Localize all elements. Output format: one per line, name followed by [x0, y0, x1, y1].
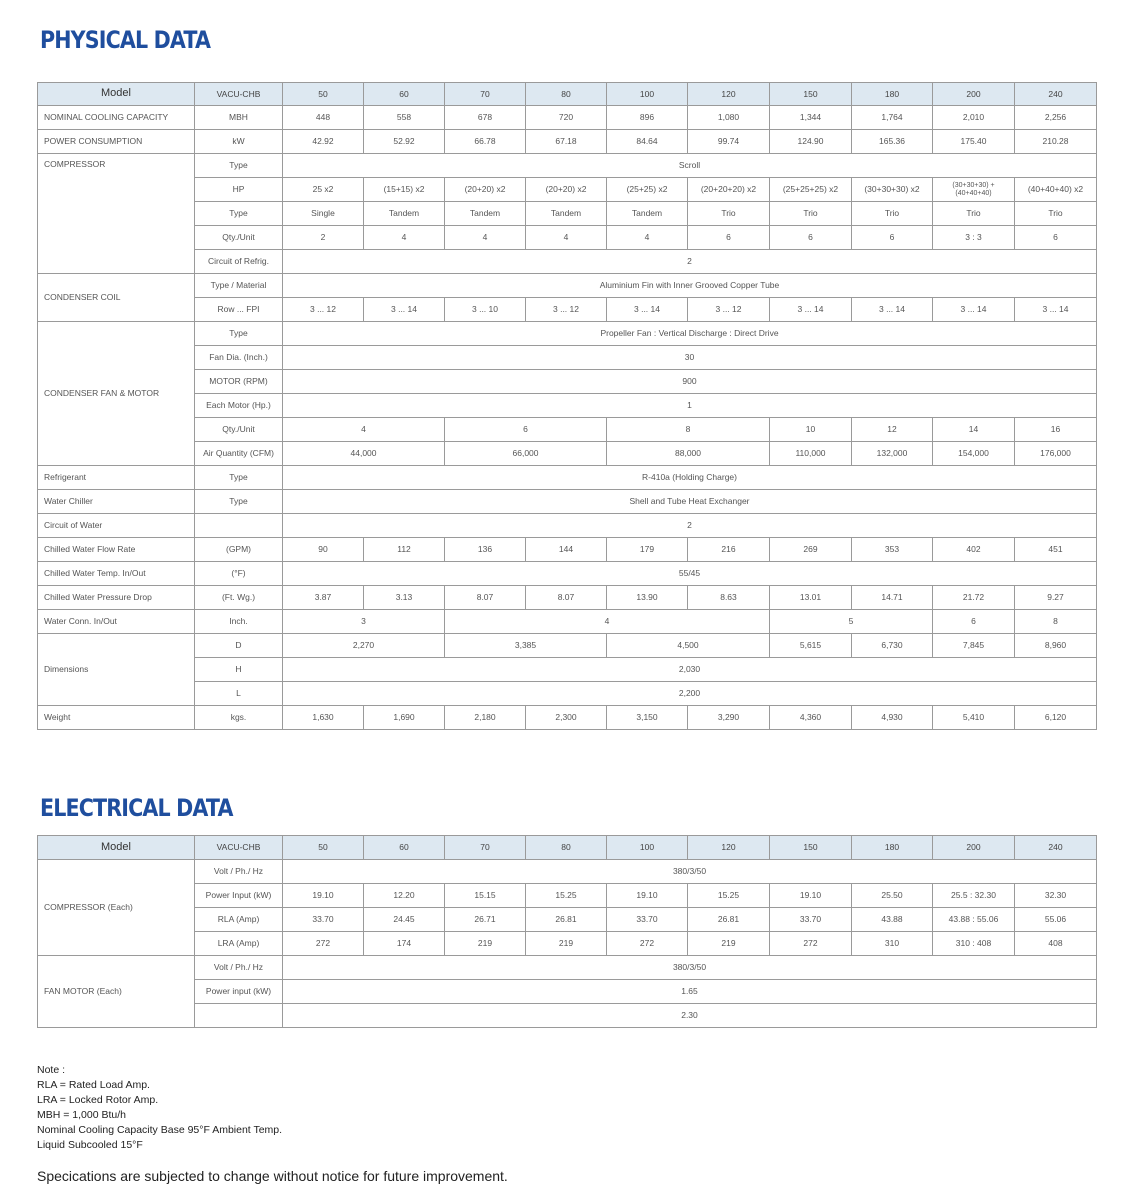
value-cell: 44,000 — [283, 442, 445, 466]
size-header: 50 — [283, 836, 364, 860]
value-cell: 219 — [445, 932, 526, 956]
merged-value-cell: Propeller Fan : Vertical Discharge : Direct Drive — [283, 322, 1097, 346]
value-cell: 6 — [933, 610, 1015, 634]
value-cell: 2,180 — [445, 706, 526, 730]
value-cell: 353 — [852, 538, 933, 562]
value-cell: 15.25 — [526, 884, 607, 908]
size-header: 240 — [1015, 83, 1097, 106]
value-cell: 154,000 — [933, 442, 1015, 466]
sub-label: Power Input (kW) — [195, 884, 283, 908]
value-cell: 67.18 — [526, 130, 607, 154]
value-cell: 10 — [770, 418, 852, 442]
unit-cell: Type — [195, 490, 283, 514]
sub-label: Row ... FPI — [195, 298, 283, 322]
value-cell: 5,615 — [770, 634, 852, 658]
row-label: Chilled Water Pressure Drop — [38, 586, 195, 610]
value-cell: 19.10 — [770, 884, 852, 908]
table-row — [38, 586, 1097, 610]
value-cell: 14 — [933, 418, 1015, 442]
table-row — [38, 298, 1097, 322]
value-cell: 720 — [526, 106, 607, 130]
value-cell: (20+20+20) x2 — [688, 178, 770, 202]
value-cell: 216 — [688, 538, 770, 562]
merged-value-cell: 900 — [283, 370, 1097, 394]
value-cell: 132,000 — [852, 442, 933, 466]
size-header: 70 — [445, 83, 526, 106]
value-cell: 6 — [1015, 226, 1097, 250]
table-row — [38, 370, 1097, 394]
value-cell: Tandem — [526, 202, 607, 226]
merged-value-cell: 2,030 — [283, 658, 1097, 682]
sub-label: Power input (kW) — [195, 980, 283, 1004]
merged-value-cell: 2.30 — [283, 1004, 1097, 1028]
value-cell: Trio — [852, 202, 933, 226]
size-header: 120 — [688, 836, 770, 860]
value-cell: 448 — [283, 106, 364, 130]
sub-label: Qty./Unit — [195, 226, 283, 250]
value-cell: 19.10 — [607, 884, 688, 908]
value-cell: 8,960 — [1015, 634, 1097, 658]
unit-cell: kgs. — [195, 706, 283, 730]
value-cell: 1,764 — [852, 106, 933, 130]
sub-label: Type / Material — [195, 274, 283, 298]
value-cell: 4,360 — [770, 706, 852, 730]
value-cell: 16 — [1015, 418, 1097, 442]
merged-value-cell: 380/3/50 — [283, 956, 1097, 980]
value-cell: 3 ... 14 — [933, 298, 1015, 322]
value-cell: 219 — [688, 932, 770, 956]
note-line: LRA = Locked Rotor Amp. — [37, 1094, 159, 1106]
size-header: 200 — [933, 83, 1015, 106]
size-header: 70 — [445, 836, 526, 860]
value-cell: (30+30+30) x2 — [852, 178, 933, 202]
value-cell: 1,690 — [364, 706, 445, 730]
table-row — [38, 610, 1097, 634]
value-cell: 8 — [1015, 610, 1097, 634]
value-cell: 165.36 — [852, 130, 933, 154]
value-cell: (40+40+40) x2 — [1015, 178, 1097, 202]
value-cell: 110,000 — [770, 442, 852, 466]
value-cell: 176,000 — [1015, 442, 1097, 466]
sub-label: Air Quantity (CFM) — [195, 442, 283, 466]
value-cell: Single — [283, 202, 364, 226]
value-cell: 3 ... 12 — [688, 298, 770, 322]
value-cell: 2 — [283, 226, 364, 250]
sub-label: Qty./Unit — [195, 418, 283, 442]
size-header: 240 — [1015, 836, 1097, 860]
value-cell: 3 — [283, 610, 445, 634]
table-row — [38, 394, 1097, 418]
table-row — [38, 514, 1097, 538]
value-cell: (25+25) x2 — [607, 178, 688, 202]
value-cell: Tandem — [607, 202, 688, 226]
table-row — [38, 322, 1097, 346]
row-label: Water Chiller — [38, 490, 195, 514]
value-cell: 21.72 — [933, 586, 1015, 610]
value-cell: (20+20) x2 — [526, 178, 607, 202]
value-cell: 174 — [364, 932, 445, 956]
value-cell: 6 — [445, 418, 607, 442]
row-label: Water Conn. In/Out — [38, 610, 195, 634]
merged-value-cell: 55/45 — [283, 562, 1097, 586]
value-cell: 26.81 — [526, 908, 607, 932]
value-cell: 3 ... 14 — [770, 298, 852, 322]
unit-cell: (Ft. Wg.) — [195, 586, 283, 610]
value-cell: 3 ... 14 — [1015, 298, 1097, 322]
value-cell: 3 ... 14 — [364, 298, 445, 322]
size-header: 60 — [364, 83, 445, 106]
value-cell: 66.78 — [445, 130, 526, 154]
size-header: 150 — [770, 836, 852, 860]
sub-label: Fan Dia. (Inch.) — [195, 346, 283, 370]
value-cell: 4 — [445, 610, 770, 634]
size-header: 80 — [526, 83, 607, 106]
row-group-label: FAN MOTOR (Each) — [38, 956, 195, 1028]
value-cell: 25 x2 — [283, 178, 364, 202]
value-cell: 144 — [526, 538, 607, 562]
value-cell: 12.20 — [364, 884, 445, 908]
value-cell: 3 ... 14 — [852, 298, 933, 322]
value-cell: 451 — [1015, 538, 1097, 562]
size-header: 180 — [852, 836, 933, 860]
value-cell: 4,930 — [852, 706, 933, 730]
unit-cell: (GPM) — [195, 538, 283, 562]
value-cell: 13.90 — [607, 586, 688, 610]
table-row — [38, 932, 1097, 956]
value-cell: 42.92 — [283, 130, 364, 154]
value-cell: 26.71 — [445, 908, 526, 932]
size-header: 80 — [526, 836, 607, 860]
row-group-label: COMPRESSOR (Each) — [38, 860, 195, 956]
value-cell: 408 — [1015, 932, 1097, 956]
merged-value-cell: Aluminium Fin with Inner Grooved Copper Tube — [283, 274, 1097, 298]
value-cell: (25+25+25) x2 — [770, 178, 852, 202]
value-cell: 6 — [852, 226, 933, 250]
value-cell: Tandem — [445, 202, 526, 226]
sub-label: Volt / Ph./ Hz — [195, 860, 283, 884]
table-row — [38, 202, 1097, 226]
value-cell: 8.63 — [688, 586, 770, 610]
value-cell: 8 — [607, 418, 770, 442]
value-cell: 896 — [607, 106, 688, 130]
merged-value-cell: R-410a (Holding Charge) — [283, 466, 1097, 490]
value-cell: Trio — [933, 202, 1015, 226]
note-line: MBH = 1,000 Btu/h — [37, 1109, 127, 1121]
value-cell: 179 — [607, 538, 688, 562]
table-row — [38, 346, 1097, 370]
row-group-label: Dimensions — [38, 634, 195, 706]
value-cell: 3 ... 14 — [607, 298, 688, 322]
value-cell: 6,730 — [852, 634, 933, 658]
value-cell: 678 — [445, 106, 526, 130]
value-cell: 558 — [364, 106, 445, 130]
value-cell: 7,845 — [933, 634, 1015, 658]
model-header: Model — [38, 836, 195, 860]
electrical-data-title: ELECTRICAL DATA — [40, 794, 233, 822]
table-row — [38, 1004, 1097, 1028]
value-cell: 4 — [526, 226, 607, 250]
value-cell: 33.70 — [607, 908, 688, 932]
value-cell: (20+20) x2 — [445, 178, 526, 202]
value-cell: Trio — [770, 202, 852, 226]
value-cell: 9.27 — [1015, 586, 1097, 610]
value-cell: 3 : 3 — [933, 226, 1015, 250]
model-header: Model — [38, 83, 195, 106]
row-group-label: CONDENSER FAN & MOTOR — [38, 322, 195, 466]
merged-value-cell: 2 — [283, 250, 1097, 274]
sub-label: L — [195, 682, 283, 706]
merged-value-cell: 1 — [283, 394, 1097, 418]
value-cell: 272 — [283, 932, 364, 956]
value-cell: 4 — [445, 226, 526, 250]
table-row — [38, 658, 1097, 682]
physical-data-table — [37, 82, 1097, 730]
note-line: Nominal Cooling Capacity Base 95°F Ambient Temp. — [37, 1124, 283, 1136]
row-group-label: CONDENSER COIL — [38, 274, 195, 322]
sub-label: LRA (Amp) — [195, 932, 283, 956]
row-label: Chilled Water Flow Rate — [38, 538, 195, 562]
table-row — [38, 106, 1097, 130]
value-cell: 3,385 — [445, 634, 607, 658]
value-cell: 6,120 — [1015, 706, 1097, 730]
value-cell: 1,630 — [283, 706, 364, 730]
value-cell: Tandem — [364, 202, 445, 226]
value-cell: 15.25 — [688, 884, 770, 908]
value-cell: 5 — [770, 610, 933, 634]
table-row — [38, 178, 1097, 202]
sub-label: Type — [195, 154, 283, 178]
sub-label — [195, 1004, 283, 1028]
table-row — [38, 418, 1097, 442]
value-cell: 210.28 — [1015, 130, 1097, 154]
value-cell: 3,290 — [688, 706, 770, 730]
table-header-row — [38, 83, 1097, 106]
size-header: 100 — [607, 836, 688, 860]
value-cell: 6 — [688, 226, 770, 250]
table-row — [38, 466, 1097, 490]
value-cell: 33.70 — [283, 908, 364, 932]
value-cell: 310 — [852, 932, 933, 956]
sub-label: MOTOR (RPM) — [195, 370, 283, 394]
row-label: POWER CONSUMPTION — [38, 130, 195, 154]
value-cell: 84.64 — [607, 130, 688, 154]
merged-value-cell: 1.65 — [283, 980, 1097, 1004]
value-cell: 4,500 — [607, 634, 770, 658]
value-cell: 272 — [770, 932, 852, 956]
size-header: 50 — [283, 83, 364, 106]
value-cell: 88,000 — [607, 442, 770, 466]
table-row — [38, 538, 1097, 562]
table-header-row — [38, 836, 1097, 860]
value-cell: 272 — [607, 932, 688, 956]
notes-block — [37, 1063, 282, 1153]
value-cell: 24.45 — [364, 908, 445, 932]
sub-label: Type — [195, 202, 283, 226]
note-line: Liquid Subcooled 15°F — [37, 1139, 143, 1151]
value-cell: 12 — [852, 418, 933, 442]
merged-value-cell: 2 — [283, 514, 1097, 538]
value-cell: 2,010 — [933, 106, 1015, 130]
table-row — [38, 682, 1097, 706]
merged-value-cell: Scroll — [283, 154, 1097, 178]
note-line: Note : — [37, 1064, 66, 1076]
value-cell: 136 — [445, 538, 526, 562]
value-cell: Trio — [1015, 202, 1097, 226]
value-cell: 55.06 — [1015, 908, 1097, 932]
merged-value-cell: 30 — [283, 346, 1097, 370]
table-row — [38, 884, 1097, 908]
value-cell: 15.15 — [445, 884, 526, 908]
value-cell: 2,256 — [1015, 106, 1097, 130]
disclaimer-text: Specications are subjected to change without notice for future improvement. — [37, 1168, 508, 1184]
table-row — [38, 860, 1097, 884]
sub-label: Volt / Ph./ Hz — [195, 956, 283, 980]
value-cell: 3 ... 12 — [283, 298, 364, 322]
series-header: VACU-CHB — [195, 836, 283, 860]
value-cell: 26.81 — [688, 908, 770, 932]
unit-cell: Inch. — [195, 610, 283, 634]
table-row — [38, 226, 1097, 250]
value-cell: 310 : 408 — [933, 932, 1015, 956]
sub-label: HP — [195, 178, 283, 202]
value-cell: (30+30+30) + (40+40+40) — [933, 178, 1015, 202]
size-header: 120 — [688, 83, 770, 106]
merged-value-cell: Shell and Tube Heat Exchanger — [283, 490, 1097, 514]
value-cell: 112 — [364, 538, 445, 562]
row-label: Refrigerant — [38, 466, 195, 490]
value-cell: 1,344 — [770, 106, 852, 130]
value-cell: 19.10 — [283, 884, 364, 908]
table-row — [38, 250, 1097, 274]
row-label: Weight — [38, 706, 195, 730]
value-cell: (15+15) x2 — [364, 178, 445, 202]
value-cell: 90 — [283, 538, 364, 562]
value-cell: 219 — [526, 932, 607, 956]
table-row — [38, 562, 1097, 586]
table-row — [38, 130, 1097, 154]
value-cell: 3.87 — [283, 586, 364, 610]
sub-label: Circuit of Refrig. — [195, 250, 283, 274]
value-cell: 25.50 — [852, 884, 933, 908]
row-label: Circuit of Water — [38, 514, 195, 538]
table-row — [38, 956, 1097, 980]
value-cell: 33.70 — [770, 908, 852, 932]
value-cell: 2,270 — [283, 634, 445, 658]
size-header: 60 — [364, 836, 445, 860]
unit-cell: kW — [195, 130, 283, 154]
sub-label: D — [195, 634, 283, 658]
merged-value-cell: 2,200 — [283, 682, 1097, 706]
value-cell: 3 ... 10 — [445, 298, 526, 322]
value-cell: 175.40 — [933, 130, 1015, 154]
value-cell: 4 — [364, 226, 445, 250]
value-cell: 25.5 : 32.30 — [933, 884, 1015, 908]
value-cell: 4 — [283, 418, 445, 442]
sub-label: Each Motor (Hp.) — [195, 394, 283, 418]
value-cell: 3,150 — [607, 706, 688, 730]
sub-label: RLA (Amp) — [195, 908, 283, 932]
electrical-data-table — [37, 835, 1097, 1028]
table-row — [38, 274, 1097, 298]
size-header: 150 — [770, 83, 852, 106]
sub-label: Type — [195, 322, 283, 346]
value-cell: 52.92 — [364, 130, 445, 154]
merged-value-cell: 380/3/50 — [283, 860, 1097, 884]
row-label: NOMINAL COOLING CAPACITY — [38, 106, 195, 130]
row-group-label: COMPRESSOR — [38, 154, 195, 274]
table-row — [38, 706, 1097, 730]
value-cell: 4 — [607, 226, 688, 250]
value-cell: Trio — [688, 202, 770, 226]
table-row — [38, 490, 1097, 514]
unit-cell: Type — [195, 466, 283, 490]
value-cell: 5,410 — [933, 706, 1015, 730]
table-row — [38, 634, 1097, 658]
value-cell: 8.07 — [526, 586, 607, 610]
value-cell: 402 — [933, 538, 1015, 562]
value-cell: 2,300 — [526, 706, 607, 730]
table-row — [38, 442, 1097, 466]
value-cell: 3 ... 12 — [526, 298, 607, 322]
value-cell: 66,000 — [445, 442, 607, 466]
series-header: VACU-CHB — [195, 83, 283, 106]
value-cell: 6 — [770, 226, 852, 250]
value-cell: 43.88 — [852, 908, 933, 932]
size-header: 180 — [852, 83, 933, 106]
physical-data-title: PHYSICAL DATA — [40, 26, 211, 54]
size-header: 100 — [607, 83, 688, 106]
table-row — [38, 154, 1097, 178]
unit-cell: (°F) — [195, 562, 283, 586]
value-cell: 99.74 — [688, 130, 770, 154]
table-row — [38, 980, 1097, 1004]
value-cell: 8.07 — [445, 586, 526, 610]
unit-cell: MBH — [195, 106, 283, 130]
table-row — [38, 908, 1097, 932]
value-cell: 14.71 — [852, 586, 933, 610]
value-cell: 1,080 — [688, 106, 770, 130]
value-cell: 269 — [770, 538, 852, 562]
row-label: Chilled Water Temp. In/Out — [38, 562, 195, 586]
size-header: 200 — [933, 836, 1015, 860]
value-cell: 13.01 — [770, 586, 852, 610]
unit-cell — [195, 514, 283, 538]
note-line: RLA = Rated Load Amp. — [37, 1079, 150, 1091]
sub-label: H — [195, 658, 283, 682]
value-cell: 43.88 : 55.06 — [933, 908, 1015, 932]
value-cell: 124.90 — [770, 130, 852, 154]
value-cell: 3.13 — [364, 586, 445, 610]
value-cell: 32.30 — [1015, 884, 1097, 908]
